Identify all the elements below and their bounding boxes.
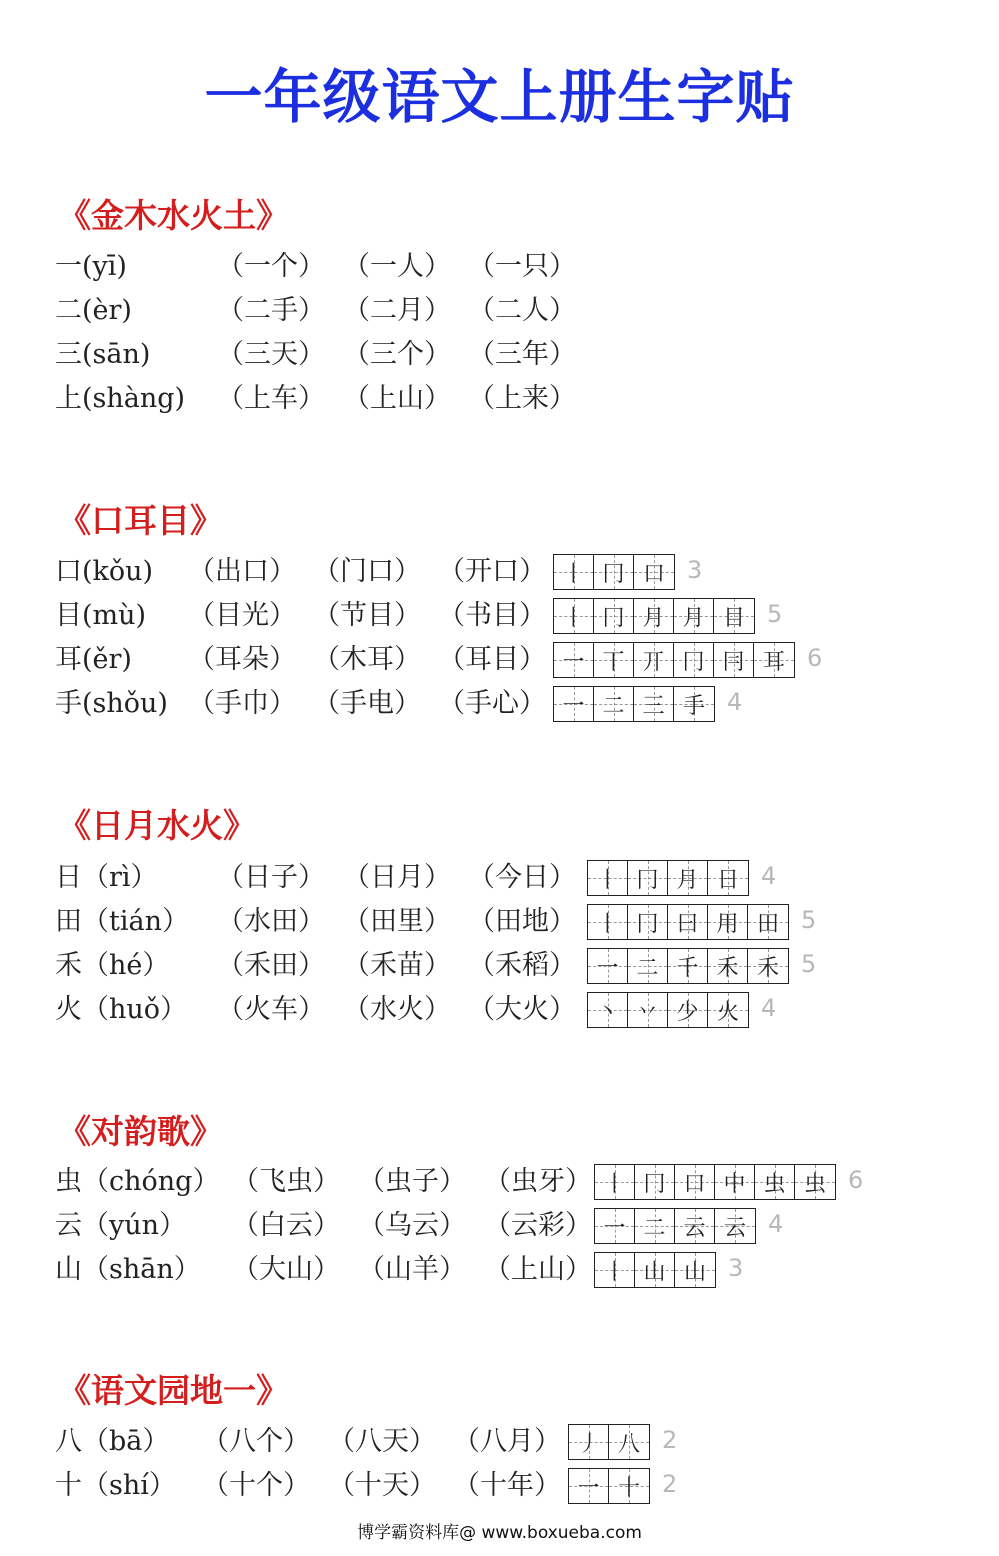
example-word: （耳朵）	[188, 644, 296, 675]
example-word: （飞虫）	[232, 1166, 340, 1197]
example-word: （水田）	[217, 906, 325, 937]
example-word: （大山）	[232, 1254, 340, 1285]
stroke-glyph: 禾	[756, 955, 779, 981]
footer-watermark: 博学霸资料库@ www.boxueba.com	[357, 1523, 642, 1543]
example-word: （开口）	[438, 556, 546, 587]
stroke-glyph: 虫	[763, 1171, 786, 1197]
character-with-pinyin: 三(sān)	[55, 339, 151, 370]
character-row	[0, 1464, 999, 1508]
stroke-order-grid	[594, 1252, 716, 1288]
example-word: （出口）	[188, 556, 296, 587]
example-word: （山羊）	[358, 1254, 466, 1285]
stroke-order-grid	[587, 992, 749, 1028]
section-title: 《语文园地一》	[58, 1371, 289, 1410]
stroke-glyph: 月	[676, 867, 699, 893]
character-row	[0, 682, 999, 726]
stroke-cell	[668, 993, 708, 1027]
stroke-glyph: 冂	[643, 1171, 666, 1197]
stroke-glyph: 丌	[642, 649, 665, 675]
stroke-cell	[594, 555, 634, 589]
stroke-glyph: 用	[716, 911, 739, 937]
character-row	[0, 900, 999, 944]
example-word: （乌云）	[358, 1210, 466, 1241]
example-word: （虫子）	[358, 1166, 466, 1197]
example-word: （云彩）	[484, 1210, 592, 1241]
stroke-glyph: 丿	[577, 1431, 600, 1457]
stroke-glyph: 丷	[636, 999, 659, 1025]
stroke-order-grid	[553, 686, 715, 722]
stroke-glyph: 口	[642, 561, 665, 587]
stroke-order-grid	[587, 904, 789, 940]
stroke-cell	[634, 555, 674, 589]
character-with-pinyin: 十（shí）	[55, 1470, 176, 1501]
stroke-glyph: 目	[722, 605, 745, 631]
example-word: （一个）	[217, 251, 325, 282]
stroke-cell	[628, 993, 668, 1027]
stroke-count: 2	[662, 1470, 678, 1498]
character-with-pinyin: 火（huǒ）	[55, 994, 188, 1025]
stroke-cell	[595, 1165, 635, 1199]
stroke-cell	[755, 1165, 795, 1199]
stroke-cell	[668, 861, 708, 895]
stroke-cell	[674, 687, 714, 721]
stroke-cell	[708, 905, 748, 939]
stroke-glyph: 冂	[602, 605, 625, 631]
stroke-cell	[588, 949, 628, 983]
example-word: （八天）	[328, 1426, 436, 1457]
character-row	[0, 856, 999, 900]
stroke-order-grid	[587, 860, 749, 896]
character-row	[0, 289, 999, 333]
stroke-glyph: 禾	[716, 955, 739, 981]
character-row	[0, 377, 999, 421]
stroke-glyph: 月	[642, 605, 665, 631]
example-word: （田里）	[343, 906, 451, 937]
stroke-glyph: 耳	[762, 649, 785, 675]
example-word: （三个）	[343, 339, 451, 370]
stroke-glyph: 千	[676, 955, 699, 981]
stroke-glyph: 丶	[596, 999, 619, 1025]
stroke-glyph: 冃	[722, 649, 745, 675]
example-word: （二人）	[468, 295, 576, 326]
stroke-cell	[675, 1253, 715, 1287]
example-word: （二手）	[217, 295, 325, 326]
stroke-count: 4	[768, 1210, 784, 1238]
stroke-glyph: 一	[577, 1475, 600, 1501]
example-word: （三年）	[468, 339, 576, 370]
stroke-cell	[609, 1469, 649, 1503]
stroke-cell	[708, 949, 748, 983]
character-row	[0, 988, 999, 1032]
example-word: （耳目）	[438, 644, 546, 675]
stroke-cell	[588, 993, 628, 1027]
stroke-glyph: 二	[602, 693, 625, 719]
stroke-glyph: 口	[683, 1171, 706, 1197]
stroke-order-grid	[594, 1208, 756, 1244]
example-word: （二月）	[343, 295, 451, 326]
example-word: （书目）	[438, 600, 546, 631]
stroke-glyph: 丨	[562, 561, 585, 587]
stroke-cell	[634, 599, 674, 633]
stroke-cell	[609, 1425, 649, 1459]
character-row	[0, 550, 999, 594]
example-word: （禾田）	[217, 950, 325, 981]
stroke-cell	[748, 905, 788, 939]
stroke-glyph: 丅	[602, 649, 625, 675]
example-word: （今日）	[468, 862, 576, 893]
stroke-glyph: 冂	[636, 911, 659, 937]
stroke-cell	[554, 555, 594, 589]
stroke-order-grid	[553, 554, 675, 590]
stroke-cell	[715, 1209, 755, 1243]
stroke-cell	[708, 861, 748, 895]
character-row	[0, 944, 999, 988]
character-with-pinyin: 虫（chóng）	[55, 1166, 220, 1197]
stroke-cell	[668, 949, 708, 983]
stroke-cell	[674, 599, 714, 633]
character-row	[0, 333, 999, 377]
stroke-count: 3	[728, 1254, 744, 1282]
stroke-count: 4	[761, 862, 777, 890]
stroke-cell	[588, 861, 628, 895]
character-row	[0, 594, 999, 638]
stroke-glyph: 丨	[596, 867, 619, 893]
example-word: （水火）	[343, 994, 451, 1025]
stroke-glyph: 冂	[682, 649, 705, 675]
example-word: （田地）	[468, 906, 576, 937]
stroke-glyph: 一	[603, 1215, 626, 1241]
example-word: （手心）	[438, 688, 546, 719]
character-row	[0, 1420, 999, 1464]
stroke-cell	[714, 643, 754, 677]
stroke-cell	[595, 1253, 635, 1287]
stroke-cell	[595, 1209, 635, 1243]
stroke-count: 3	[687, 556, 703, 584]
stroke-cell	[634, 687, 674, 721]
character-with-pinyin: 二(èr)	[55, 295, 132, 326]
stroke-glyph: 一	[562, 649, 585, 675]
section-title: 《日月水火》	[58, 806, 256, 845]
stroke-cell	[668, 905, 708, 939]
example-word: （手电）	[313, 688, 421, 719]
example-word: （木耳）	[313, 644, 421, 675]
stroke-glyph: 二	[643, 1215, 666, 1241]
example-word: （火车）	[217, 994, 325, 1025]
example-word: （八个）	[202, 1426, 310, 1457]
example-word: （节目）	[313, 600, 421, 631]
example-word: （十个）	[202, 1470, 310, 1501]
example-word: （上山）	[484, 1254, 592, 1285]
stroke-glyph: 云	[723, 1215, 746, 1241]
stroke-cell	[635, 1165, 675, 1199]
stroke-glyph: 曰	[676, 911, 699, 937]
example-word: （十天）	[328, 1470, 436, 1501]
character-row	[0, 1248, 999, 1292]
stroke-glyph: 一	[596, 955, 619, 981]
example-word: （大火）	[468, 994, 576, 1025]
stroke-glyph: 火	[716, 999, 739, 1025]
stroke-order-grid	[594, 1164, 836, 1200]
example-word: （手巾）	[188, 688, 296, 719]
stroke-cell	[715, 1165, 755, 1199]
example-word: （日月）	[343, 862, 451, 893]
example-word: （虫牙）	[484, 1166, 592, 1197]
stroke-glyph: 二	[636, 955, 659, 981]
stroke-cell	[569, 1425, 609, 1459]
example-word: （八月）	[453, 1426, 561, 1457]
stroke-order-grid	[587, 948, 789, 984]
stroke-count: 5	[801, 950, 817, 978]
stroke-glyph: 日	[716, 867, 739, 893]
stroke-glyph: 一	[562, 693, 585, 719]
stroke-cell	[588, 905, 628, 939]
example-word: （上车）	[217, 383, 325, 414]
character-with-pinyin: 目(mù)	[55, 600, 147, 631]
stroke-glyph: 丨	[596, 911, 619, 937]
character-with-pinyin: 上(shàng)	[55, 383, 186, 414]
stroke-cell	[554, 599, 594, 633]
section-title: 《口耳目》	[58, 501, 223, 540]
stroke-glyph: 月	[682, 605, 705, 631]
section-title: 《金木水火土》	[58, 196, 289, 235]
stroke-glyph: 丨	[603, 1171, 626, 1197]
stroke-count: 6	[848, 1166, 864, 1194]
example-word: （白云）	[232, 1210, 340, 1241]
stroke-cell	[754, 643, 794, 677]
stroke-glyph: 中	[723, 1171, 746, 1197]
stroke-cell	[594, 599, 634, 633]
stroke-glyph: 少	[676, 999, 699, 1025]
stroke-cell	[628, 861, 668, 895]
character-with-pinyin: 田（tián）	[55, 906, 189, 937]
section-title: 《对韵歌》	[58, 1112, 223, 1151]
stroke-glyph: 十	[617, 1475, 640, 1501]
stroke-cell	[554, 643, 594, 677]
stroke-cell	[554, 687, 594, 721]
stroke-cell	[795, 1165, 835, 1199]
stroke-cell	[708, 993, 748, 1027]
stroke-count: 6	[807, 644, 823, 672]
stroke-glyph: 丨	[603, 1259, 626, 1285]
stroke-glyph: 八	[617, 1431, 640, 1457]
stroke-cell	[674, 643, 714, 677]
stroke-cell	[675, 1209, 715, 1243]
example-word: （门口）	[313, 556, 421, 587]
example-word: （一人）	[343, 251, 451, 282]
stroke-count: 4	[761, 994, 777, 1022]
stroke-glyph: 山	[643, 1259, 666, 1285]
character-with-pinyin: 口(kǒu)	[55, 556, 154, 587]
stroke-count: 5	[767, 600, 783, 628]
stroke-cell	[634, 643, 674, 677]
stroke-glyph: 田	[756, 911, 779, 937]
character-with-pinyin: 耳(ěr)	[55, 644, 132, 675]
example-word: （一只）	[468, 251, 576, 282]
character-row	[0, 245, 999, 289]
stroke-cell	[569, 1469, 609, 1503]
character-row	[0, 1204, 999, 1248]
stroke-count: 5	[801, 906, 817, 934]
stroke-glyph: 三	[642, 693, 665, 719]
stroke-order-grid	[553, 642, 795, 678]
character-with-pinyin: 八（bā）	[55, 1426, 170, 1457]
example-word: （三天）	[217, 339, 325, 370]
stroke-cell	[748, 949, 788, 983]
character-row	[0, 638, 999, 682]
example-word: （禾稻）	[468, 950, 576, 981]
example-word: （上来）	[468, 383, 576, 414]
stroke-glyph: 丨	[562, 605, 585, 631]
character-with-pinyin: 禾（hé）	[55, 950, 170, 981]
character-with-pinyin: 日（rì）	[55, 862, 158, 893]
example-word: （目光）	[188, 600, 296, 631]
character-with-pinyin: 一(yī)	[55, 251, 127, 282]
stroke-order-grid	[568, 1424, 650, 1460]
page-title: 一年级语文上册生字贴	[204, 63, 795, 131]
stroke-glyph: 云	[683, 1215, 706, 1241]
example-word: （十年）	[453, 1470, 561, 1501]
example-word: （上山）	[343, 383, 451, 414]
stroke-glyph: 山	[683, 1259, 706, 1285]
stroke-cell	[635, 1253, 675, 1287]
stroke-cell	[594, 643, 634, 677]
stroke-cell	[628, 949, 668, 983]
stroke-cell	[594, 687, 634, 721]
stroke-order-grid	[568, 1468, 650, 1504]
character-with-pinyin: 手(shǒu)	[55, 688, 168, 719]
example-word: （日子）	[217, 862, 325, 893]
stroke-cell	[635, 1209, 675, 1243]
stroke-cell	[675, 1165, 715, 1199]
stroke-order-grid	[553, 598, 755, 634]
stroke-cell	[714, 599, 754, 633]
character-with-pinyin: 山（shān）	[55, 1254, 201, 1285]
stroke-count: 4	[727, 688, 743, 716]
stroke-cell	[628, 905, 668, 939]
stroke-glyph: 手	[682, 693, 705, 719]
character-with-pinyin: 云（yún）	[55, 1210, 187, 1241]
stroke-glyph: 冂	[636, 867, 659, 893]
example-word: （禾苗）	[343, 950, 451, 981]
stroke-glyph: 冂	[602, 561, 625, 587]
stroke-glyph: 虫	[803, 1171, 826, 1197]
stroke-count: 2	[662, 1426, 678, 1454]
